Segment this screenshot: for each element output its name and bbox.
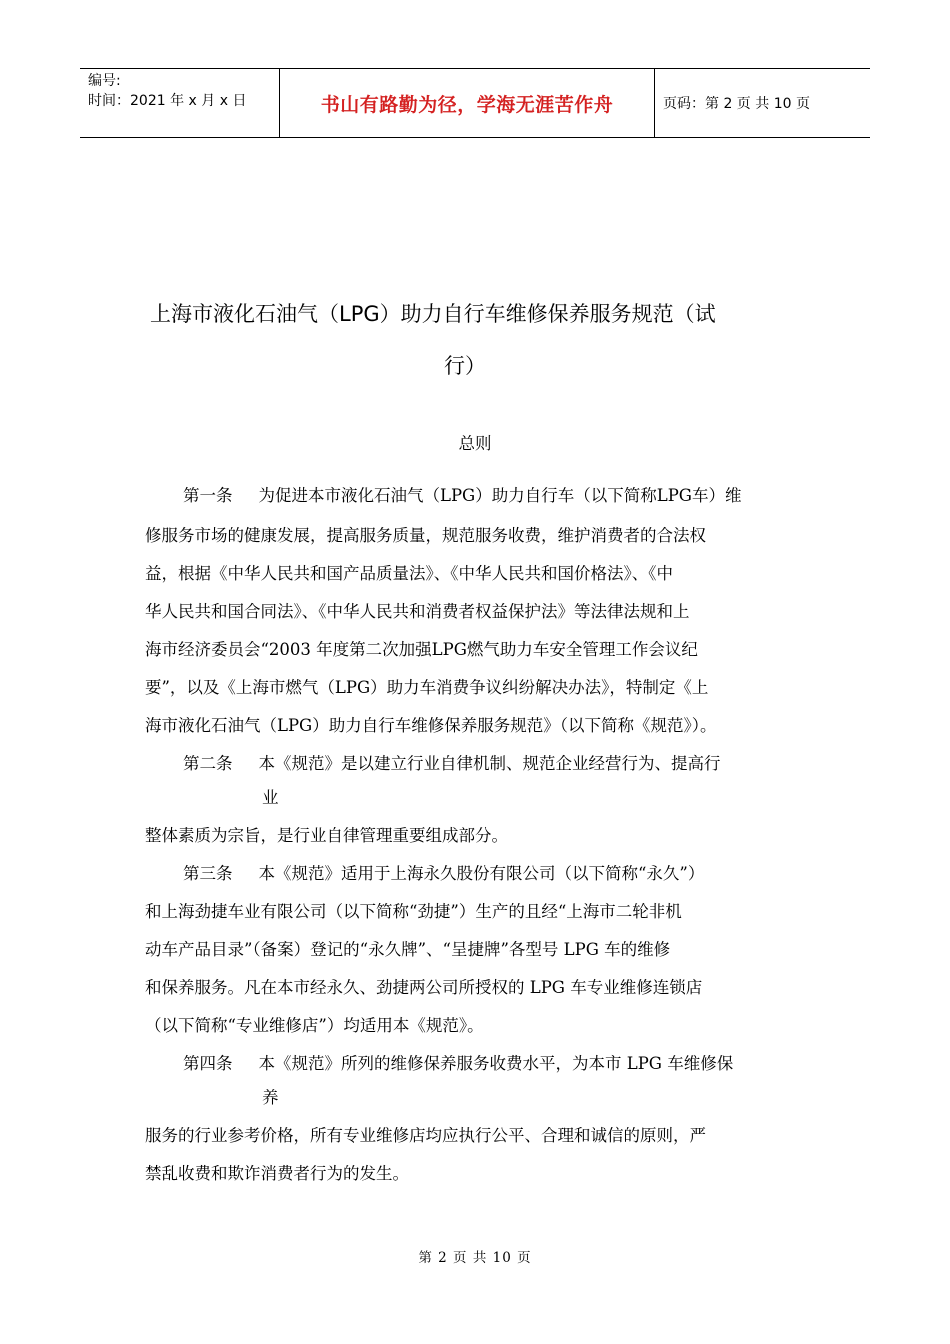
article-4-text: 本《规范》所列的维修保养服务收费水平，为本市 LPG 车维修保	[258, 1054, 734, 1073]
article-4-line: 服务的行业参考价格，所有专业维修店均应执行公平、合理和诚信的原则，严	[145, 1126, 706, 1145]
article-1-line: 益，根据《中华人民共和国产品质量法》、《中华人民共和国价格法》、《中	[145, 564, 673, 583]
header-meta	[80, 69, 280, 137]
document-title	[150, 288, 800, 392]
time-label: 时间：2021 年 x 月 x 日	[88, 93, 247, 109]
header-page-info: 页码：第 2 页 共 10 页	[663, 96, 810, 112]
title-line-1: 上海市液化石油气（LPG）助力自行车维修保养服务规范（试	[150, 302, 716, 326]
article-2-text: 本《规范》是以建立行业自律机制、规范企业经营行为、提高行	[258, 754, 721, 773]
article-2-label: 第二条	[183, 754, 233, 773]
article-1-label: 第一条	[183, 486, 233, 505]
article-1-text: 为促进本市液化石油气（LPG）助力自行车（以下简称LPG车）维	[258, 486, 742, 505]
article-3-line: 和上海劲捷车业有限公司（以下简称“劲捷”）生产的且经“上海市二轮非机	[145, 902, 682, 921]
article-2-line	[183, 754, 721, 774]
article-1-line: 华人民共和国合同法》、《中华人民共和消费者权益保护法》等法律法规和上	[145, 602, 690, 621]
number-label: 编号:	[88, 73, 121, 89]
article-3-line: 和保养服务。凡在本市经永久、劲捷两公司所授权的 LPG 车专业维修连锁店	[145, 978, 703, 997]
article-4-line: 禁乱收费和欺诈消费者行为的发生。	[145, 1164, 409, 1183]
header-motto-cell	[280, 69, 655, 137]
header-motto: 书山有路勤为径，学海无涯苦作舟	[320, 93, 614, 116]
article-1-line: 要”，以及《上海市燃气（LPG）助力车消费争议纠纷解决办法》，特制定《上	[145, 678, 709, 697]
article-2-line: 整体素质为宗旨，是行业自律管理重要组成部分。	[145, 826, 508, 845]
article-1-line: 修服务市场的健康发展，提高服务质量，规范服务收费，维护消费者的合法权	[145, 526, 706, 545]
article-3-line: 动车产品目录”（备案）登记的“永久牌”、“呈捷牌”各型号 LPG 车的维修	[145, 940, 671, 959]
article-3-label: 第三条	[183, 864, 233, 883]
section-heading: 总则	[458, 434, 492, 453]
article-4-line	[183, 1054, 733, 1074]
title-line-2: 行）	[444, 354, 486, 378]
page-footer: 第 2 页 共 10 页	[418, 1250, 532, 1266]
article-3-line	[183, 864, 704, 884]
article-1-line	[183, 486, 741, 506]
article-1-line: 海市液化石油气（LPG）助力自行车维修保养服务规范》（以下简称《规范》）。	[145, 716, 717, 735]
article-3-line: （以下简称“专业维修店”）均适用本《规范》。	[145, 1016, 484, 1035]
page-header	[80, 68, 870, 138]
article-1-line: 海市经济委员会“2003 年度第二次加强LPG燃气助力车安全管理工作会议纪	[145, 640, 698, 659]
article-4-line: 养	[262, 1088, 279, 1107]
article-3-text: 本《规范》适用于上海永久股份有限公司（以下简称“永久”）	[258, 864, 705, 883]
article-2-line: 业	[262, 788, 279, 807]
article-4-label: 第四条	[183, 1054, 233, 1073]
